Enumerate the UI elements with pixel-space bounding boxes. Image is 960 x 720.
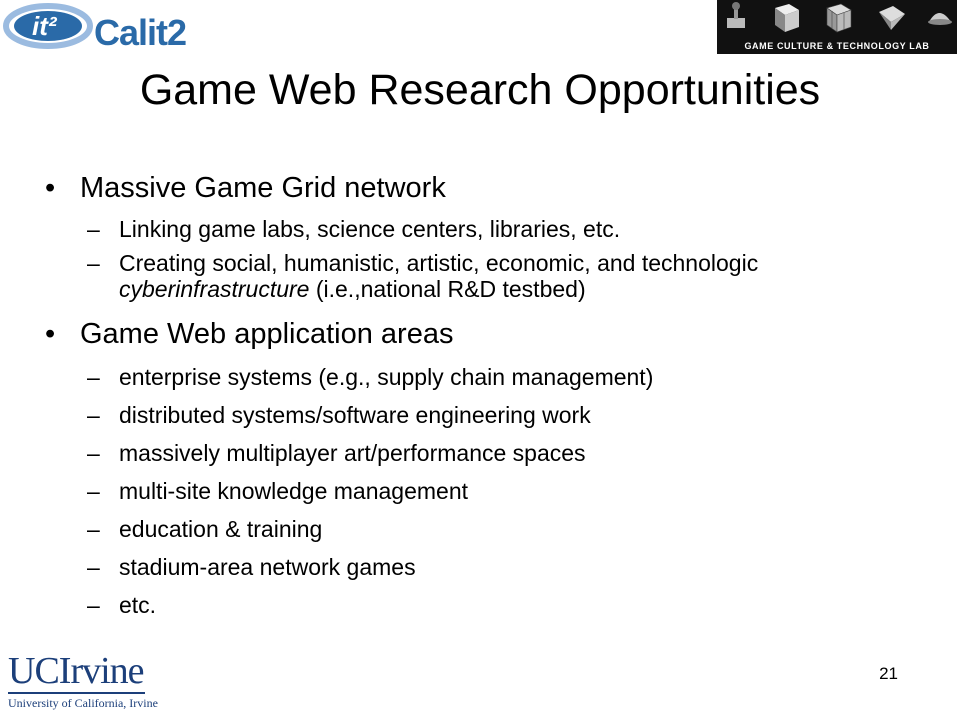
slide-content: [45, 168, 945, 618]
dash-icon: –: [87, 478, 100, 504]
sub-bullet-item: [45, 554, 945, 580]
bullet-text: Massive Game Grid network: [80, 172, 446, 204]
sub-bullet-text: multi-site knowledge management: [119, 478, 469, 504]
sub-bullet-text: stadium-area network games: [119, 554, 416, 580]
cube-icon: [775, 4, 799, 32]
uci-logo: [8, 652, 158, 711]
uci-divider: [8, 692, 145, 694]
sub-bullet-text: distributed systems/software engineering work: [119, 402, 591, 428]
calit2-badge: it²: [32, 11, 57, 41]
calit2-swirl-icon: [2, 0, 98, 58]
sub-bullet-text: Creating social, humanistic, artistic, economic, and technologic: [119, 250, 759, 276]
uci-subtitle: University of California, Irvine: [8, 696, 158, 710]
dash-icon: –: [87, 440, 100, 466]
dash-icon: –: [87, 554, 100, 580]
dome-icon: [928, 13, 952, 25]
bullet-item: [45, 170, 945, 206]
sub-bullet-item: [45, 478, 945, 504]
bullet-item: [45, 316, 945, 352]
sub-bullet-text: massively multiplayer art/performance spaces: [119, 440, 586, 466]
sub-bullet-item: [45, 364, 945, 390]
sub-bullet-text: education & training: [119, 516, 323, 542]
dash-icon: –: [87, 516, 100, 542]
page-number: 21: [879, 664, 898, 683]
dash-icon: –: [87, 216, 100, 242]
dash-icon: –: [87, 250, 100, 276]
sub-bullet-item: [45, 216, 945, 242]
gamelab-logo: [717, 0, 957, 54]
sub-bullet-item: [45, 592, 945, 618]
joystick-icon: [727, 2, 745, 28]
dash-icon: –: [87, 402, 100, 428]
calit2-wordmark: Calit2: [94, 12, 187, 53]
sub-bullet-item: [45, 440, 945, 466]
gamelab-icons: [717, 0, 957, 38]
gamelab-label: GAME CULTURE & TECHNOLOGY LAB: [744, 41, 930, 51]
sub-bullet-text: Linking game labs, science centers, libraries, etc.: [119, 216, 621, 242]
slide-title: Game Web Research Opportunities: [139, 66, 821, 114]
dash-icon: –: [87, 364, 100, 390]
uci-wordmark: UCIrvine: [8, 650, 144, 692]
bullet-dot-icon: •: [45, 318, 56, 350]
sub-bullet-item: [45, 250, 945, 302]
sub-bullet-italic-text: cyberinfrastructure: [119, 276, 310, 302]
bullet-dot-icon: •: [45, 172, 56, 204]
dash-icon: –: [87, 592, 100, 618]
grid-cube-icon: [827, 4, 851, 32]
sub-bullet-item: [45, 402, 945, 428]
sub-bullet-text: etc.: [119, 592, 157, 618]
bullet-text: Game Web application areas: [80, 318, 454, 350]
pyramid-icon: [879, 6, 905, 30]
calit2-logo: [2, 0, 202, 58]
sub-bullet-text: (i.e.,national R&D testbed): [315, 276, 586, 302]
sub-bullet-text: enterprise systems (e.g., supply chain management): [119, 364, 654, 390]
sub-bullet-item: [45, 516, 945, 542]
